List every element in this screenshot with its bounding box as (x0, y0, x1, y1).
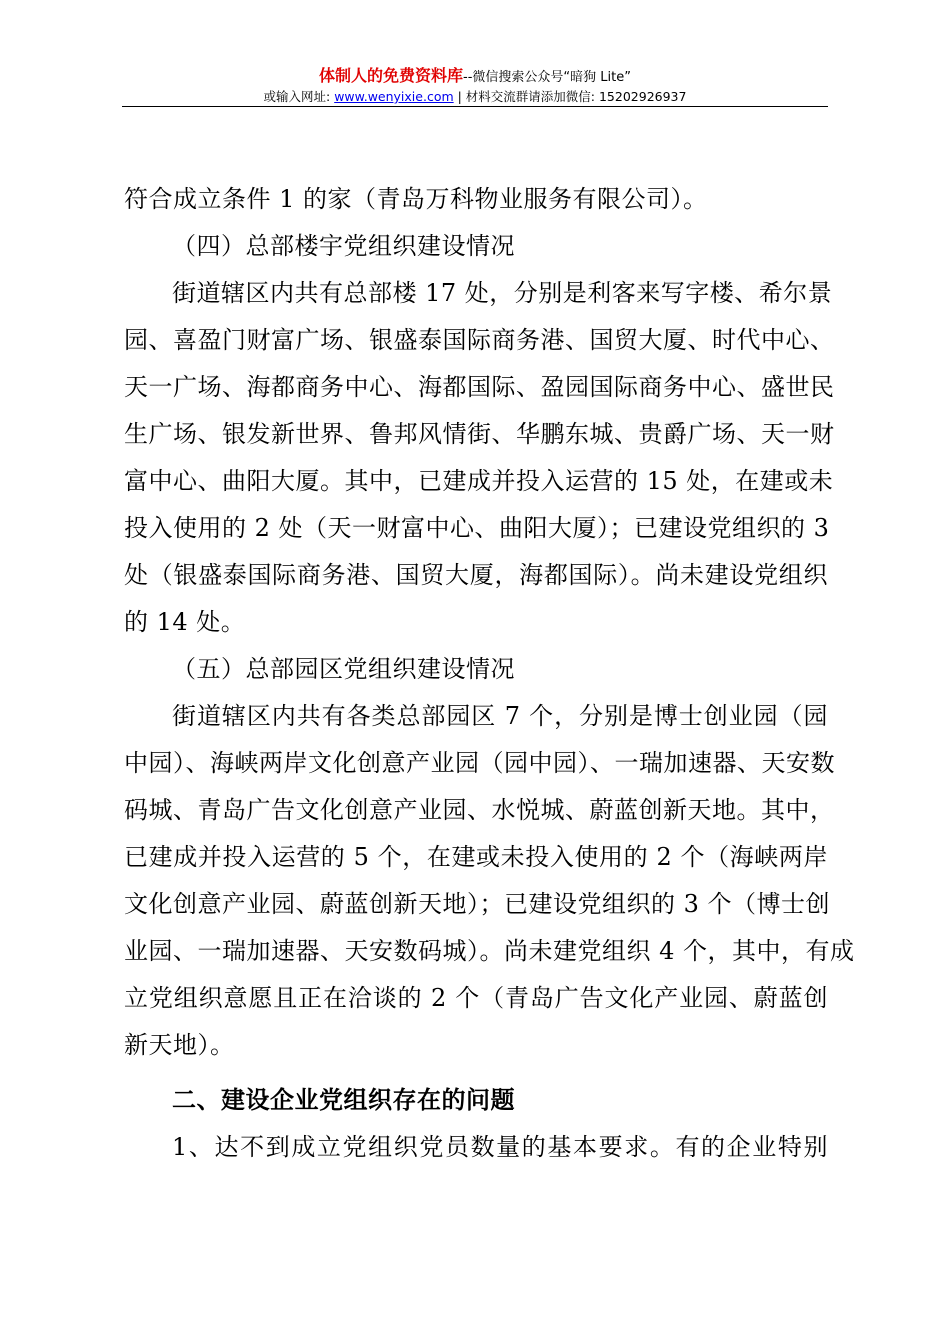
paragraph-line: 符合成立条件 1 的家（青岛万科物业服务有限公司）。 (124, 185, 708, 213)
paragraph-line: 码城、青岛广告文化创意产业园、水悦城、蔚蓝创新天地。其中， (124, 796, 835, 824)
header-divider (122, 106, 828, 107)
paragraph-line: 中园）、海峡两岸文化创意产业园（园中园）、一瑞加速器、天安数 (124, 749, 835, 777)
paragraph-line: 新天地）。 (124, 1031, 235, 1059)
contact-info: | 材料交流群请添加微信: 15202926937 (453, 89, 687, 104)
document-body (124, 176, 855, 1171)
brand-title: 体制人的免费资料库 (319, 66, 464, 85)
header-banner (122, 66, 828, 86)
paragraph-line: 的 14 处。 (124, 608, 246, 636)
paragraph-line: 投入使用的 2 处（天一财富中心、曲阳大厦）；已建设党组织的 3 (124, 514, 830, 542)
paragraph-line: 已建成并投入运营的 5 个，在建或未投入使用的 2 个（海峡两岸 (124, 843, 828, 871)
paragraph-line: 处（银盛泰国际商务港、国贸大厦，海都国际）。尚未建设党组织 (124, 561, 828, 589)
url-prefix: 或输入网址: (263, 89, 335, 104)
chapter-heading-two: 二、建设企业党组织存在的问题 (172, 1086, 515, 1114)
paragraph-line: 街道辖区内共有各类总部园区 7 个，分别是博士创业园（园 (172, 702, 828, 730)
section-heading-four: （四）总部楼宇党组织建设情况 (172, 232, 515, 260)
header-contact (122, 88, 828, 106)
paragraph-line: 1、达不到成立党组织党员数量的基本要求。有的企业特别 (172, 1133, 828, 1161)
paragraph-line: 业园、一瑞加速器、天安数码城）。尚未建党组织 4 个，其中，有成 (124, 937, 855, 965)
paragraph-line: 园、喜盈门财富广场、银盛泰国际商务港、国贸大厦、时代中心、 (124, 326, 835, 354)
section-heading-five: （五）总部园区党组织建设情况 (172, 655, 515, 683)
paragraph-line: 街道辖区内共有总部楼 17 处，分别是利客来写字楼、希尔景 (172, 279, 833, 307)
website-link[interactable]: www.wenyixie.com (334, 89, 454, 104)
paragraph-line: 天一广场、海都商务中心、海都国际、盈园国际商务中心、盛世民 (124, 373, 835, 401)
paragraph-line: 立党组织意愿且正在洽谈的 2 个（青岛广告文化产业园、蔚蓝创 (124, 984, 828, 1012)
paragraph-line: 生广场、银发新世界、鲁邦风情街、华鹏东城、贵爵广场、天一财 (124, 420, 835, 448)
paragraph-line: 文化创意产业园、蔚蓝创新天地）；已建设党组织的 3 个（博士创 (124, 890, 831, 918)
page-header (122, 66, 828, 106)
paragraph-line: 富中心、曲阳大厦。其中，已建成并投入运营的 15 处，在建或未 (124, 467, 834, 495)
header-slogan: --微信搜索公众号“暗狗 Lite” (463, 70, 631, 85)
